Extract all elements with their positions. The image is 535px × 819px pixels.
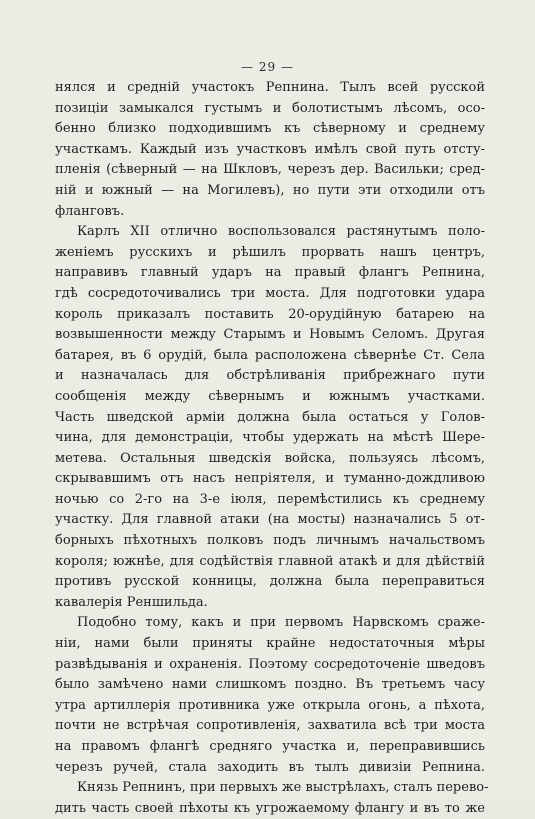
text-line: развѣдыванія и охраненія. Поэтому сосредоточеніе шведовъ	[55, 656, 485, 672]
text-line: ночью со 2-го на 3-е іюля, перемѣстились къ среднему	[55, 491, 485, 507]
text-line: участкамъ. Каждый изъ участковъ имѣлъ свой путь отсту-	[55, 141, 485, 157]
text-line: фланговъ.	[55, 203, 125, 219]
text-line: Часть шведской арміи должна была остаться у Голов-	[55, 409, 485, 425]
text-line: метева. Остальныя шведскія войска, пользуясь лѣсомъ,	[55, 450, 485, 466]
text-line: направивъ главный ударъ на правый флангъ Репнина,	[55, 265, 485, 281]
text-line: сообщенія между сѣвернымъ и южнымъ участками.	[55, 388, 485, 404]
text-line: скрывавшимъ отъ насъ непріятеля, и туманно-дождливою	[55, 471, 485, 487]
text-line: возвышенности между Старымъ и Новымъ Селомъ. Другая	[55, 327, 485, 343]
text-line: чина, для демонстраціи, чтобы удержать на мѣстѣ Шере-	[55, 430, 485, 446]
text-line: Карлъ XII отлично воспользовался растянутымъ поло-	[77, 224, 485, 240]
text-line: позиціи замыкался густымъ и болотистымъ лѣсомъ, осо-	[55, 100, 485, 116]
text-line: на правомъ флангѣ средняго участка и, переправившись	[55, 739, 485, 754]
text-line: Князь Репнинъ, при первыхъ же выстрѣлахъ, сталъ перево-	[77, 780, 489, 796]
text-line: ніи, нами были приняты крайне недостаточныя мѣры	[55, 636, 485, 652]
text-line: участку. Для главной атаки (на мосты) назначались 5 от-	[55, 512, 485, 528]
text-line: гдѣ сосредоточивались три моста. Для подготовки удара	[55, 285, 485, 301]
text-line: черезъ ручей, стала заходить въ тылъ дивизіи Репнина.	[55, 759, 485, 775]
text-line: нялся и средній участокъ Репнина. Тылъ всей русской	[55, 80, 485, 95]
text-line: батарея, въ 6 орудій, была расположена сѣвернѣе Ст. Села	[55, 347, 485, 363]
page-number: — 29 —	[241, 60, 294, 74]
text-line: бенно близко подходившимъ къ сѣверному и среднему	[55, 121, 485, 137]
text-line: противъ русской конницы, должна была переправиться	[55, 574, 485, 590]
body-text	[55, 78, 489, 819]
text-line: ній и южный — на Могилевъ), но пути эти отходили отъ	[55, 182, 485, 198]
text-line: король приказалъ поставить 20-орудійную батарею на	[55, 306, 485, 322]
text-line: женіемъ русскихъ и рѣшилъ прорвать нашъ центръ,	[55, 244, 485, 260]
text-line: и назначалась для обстрѣливанія прибрежнаго пути	[55, 368, 485, 384]
text-line: кавалерія Реншильда.	[55, 594, 208, 610]
text-line: почти не встрѣчая сопротивленія, захватила всѣ три моста	[55, 718, 485, 734]
text-line: утра артиллерія противника уже открыла огонь, а пѣхота,	[55, 697, 485, 713]
text-line: борныхъ пѣхотныхъ полковъ подъ личнымъ начальствомъ	[55, 533, 485, 549]
text-line: короля; южнѣе, для содѣйствія главной атакѣ и для дѣйствій	[55, 553, 485, 569]
text-line: Подобно тому, какъ и при первомъ Нарвскомъ сраже-	[77, 615, 485, 631]
text-line: было замѣчено нами слишкомъ поздно. Въ третьемъ часу	[55, 677, 485, 693]
text-line: дить часть своей пѣхоты къ угрожаемому флангу и въ то же	[55, 800, 485, 816]
text-line: пленія (сѣверный — на Шкловъ, черезъ дер. Васильки; сред-	[55, 162, 485, 178]
